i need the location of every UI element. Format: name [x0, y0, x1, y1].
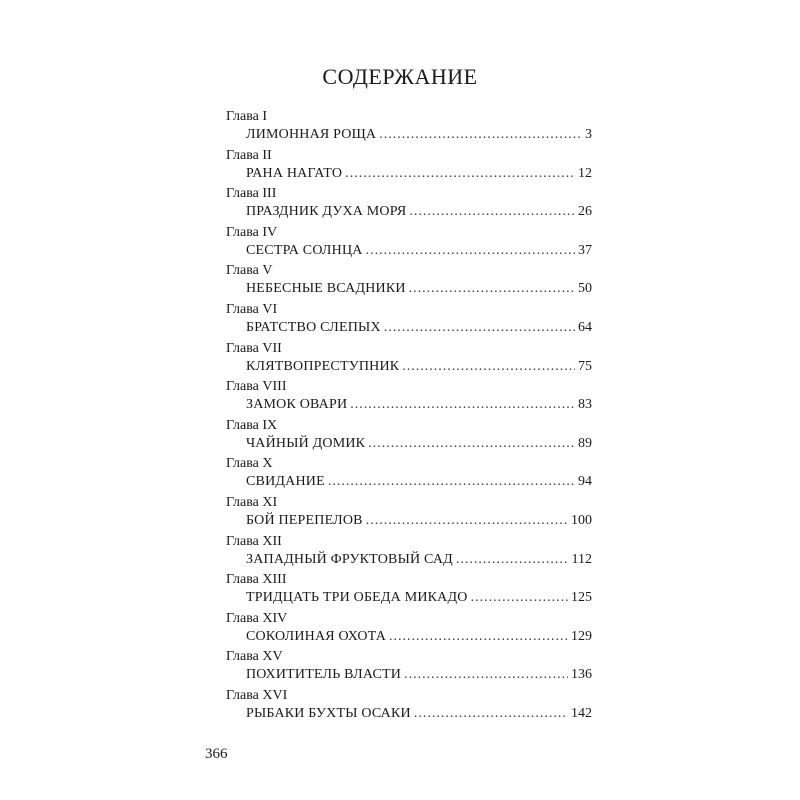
chapter-title: НЕБЕСНЫЕ ВСАДНИКИ	[246, 281, 406, 297]
dot-leader	[409, 280, 575, 298]
chapter-page-number: 142	[571, 705, 592, 721]
dot-leader	[471, 589, 568, 607]
chapter-label: Глава VII	[226, 340, 282, 356]
dot-leader	[404, 666, 568, 684]
chapter-page-number: 83	[578, 397, 592, 413]
chapter-page-number: 136	[571, 667, 592, 683]
chapter-title: ЧАЙНЫЙ ДОМИК	[246, 435, 366, 451]
toc-title-line	[246, 242, 592, 260]
toc-entry	[226, 378, 592, 417]
toc-title-line	[246, 628, 592, 646]
dot-leader	[384, 319, 575, 337]
toc-title-line	[246, 473, 592, 491]
toc-title-line	[246, 126, 592, 144]
toc-entry	[226, 610, 592, 649]
dot-leader	[368, 435, 575, 453]
chapter-label: Глава VIII	[226, 379, 287, 395]
chapter-title: ТРИДЦАТЬ ТРИ ОБЕДА МИКАДО	[246, 590, 468, 606]
dot-leader	[366, 512, 568, 530]
chapter-title: КЛЯТВОПРЕСТУПНИК	[246, 358, 400, 374]
chapter-title: СОКОЛИНАЯ ОХОТА	[246, 628, 387, 644]
toc-entry	[226, 455, 592, 494]
chapter-label: Глава XV	[226, 649, 283, 665]
dot-leader	[328, 473, 575, 491]
chapter-title: РАНА НАГАТО	[246, 165, 343, 181]
toc-entry	[226, 533, 592, 572]
dot-leader	[379, 126, 582, 144]
toc-entry	[226, 648, 592, 687]
toc-entry	[226, 301, 592, 340]
toc-entry	[226, 108, 592, 147]
chapter-page-number: 112	[571, 551, 592, 567]
toc-title-line	[246, 705, 592, 723]
chapter-page-number: 94	[578, 474, 592, 490]
chapter-page-number: 64	[578, 319, 592, 335]
chapter-label: Глава V	[226, 263, 273, 279]
chapter-title: ПРАЗДНИК ДУХА МОРЯ	[246, 204, 407, 220]
dot-leader	[456, 551, 569, 569]
page-title: СОДЕРЖАНИЕ	[322, 64, 478, 89]
chapter-page-number: 75	[578, 358, 592, 374]
toc-title-line	[246, 512, 592, 530]
chapter-label: Глава XIII	[226, 572, 287, 588]
table-of-contents	[226, 108, 592, 726]
toc-title-line	[246, 551, 592, 569]
toc-entry	[226, 224, 592, 263]
chapter-label: Глава II	[226, 147, 272, 163]
toc-entry	[226, 340, 592, 379]
chapter-title: ЗАМОК ОВАРИ	[246, 397, 348, 413]
toc-title-line	[246, 203, 592, 221]
chapter-page-number: 12	[578, 165, 592, 181]
dot-leader	[389, 628, 568, 646]
toc-entry	[226, 147, 592, 186]
chapter-page-number: 129	[571, 628, 592, 644]
chapter-label: Глава VI	[226, 301, 278, 317]
chapter-label: Глава XI	[226, 494, 278, 510]
chapter-label: Глава XVI	[226, 687, 288, 703]
toc-entry	[226, 687, 592, 726]
dot-leader	[402, 358, 575, 376]
toc-title-line	[246, 280, 592, 298]
chapter-page-number: 89	[578, 435, 592, 451]
chapter-title: СВИДАНИЕ	[246, 474, 325, 490]
chapter-page-number: 125	[571, 590, 592, 606]
chapter-title: БРАТСТВО СЛЕПЫХ	[246, 319, 381, 335]
chapter-label: Глава IV	[226, 224, 278, 240]
toc-title-line	[246, 666, 592, 684]
chapter-title: ПОХИТИТЕЛЬ ВЛАСТИ	[246, 667, 402, 683]
chapter-page-number: 3	[585, 127, 592, 142]
chapter-page-number: 37	[578, 242, 592, 258]
page-number: 366	[205, 746, 228, 762]
toc-title-line	[246, 435, 592, 453]
toc-entry	[226, 417, 592, 456]
chapter-label: Глава XIV	[226, 610, 288, 626]
toc-entry	[226, 571, 592, 610]
chapter-page-number: 50	[578, 281, 592, 297]
chapter-title: РЫБАКИ БУХТЫ ОСАКИ	[246, 705, 411, 721]
chapter-label: Глава X	[226, 456, 273, 472]
toc-title-line	[246, 165, 592, 183]
chapter-page-number: 26	[578, 204, 592, 220]
dot-leader	[345, 165, 575, 183]
toc-entry	[226, 262, 592, 301]
toc-entry	[226, 494, 592, 533]
chapter-title: ЛИМОННАЯ РОЩА	[246, 127, 377, 142]
chapter-label: Глава XII	[226, 533, 282, 549]
chapter-label: Глава IX	[226, 417, 278, 433]
dot-leader	[366, 242, 575, 260]
chapter-label: Глава III	[226, 186, 277, 202]
dot-leader	[414, 705, 568, 723]
chapter-title: БОЙ ПЕРЕПЕЛОВ	[246, 512, 363, 528]
chapter-page-number: 100	[571, 512, 592, 528]
toc-title-line	[246, 396, 592, 414]
toc-title-line	[246, 589, 592, 607]
toc-title-line	[246, 358, 592, 376]
toc-title-line	[246, 319, 592, 337]
chapter-title: СЕСТРА СОЛНЦА	[246, 242, 363, 258]
dot-leader	[350, 396, 575, 414]
chapter-title: ЗАПАДНЫЙ ФРУКТОВЫЙ САД	[246, 551, 453, 567]
chapter-label: Глава I	[226, 109, 268, 124]
dot-leader	[409, 203, 575, 221]
toc-entry	[226, 185, 592, 224]
